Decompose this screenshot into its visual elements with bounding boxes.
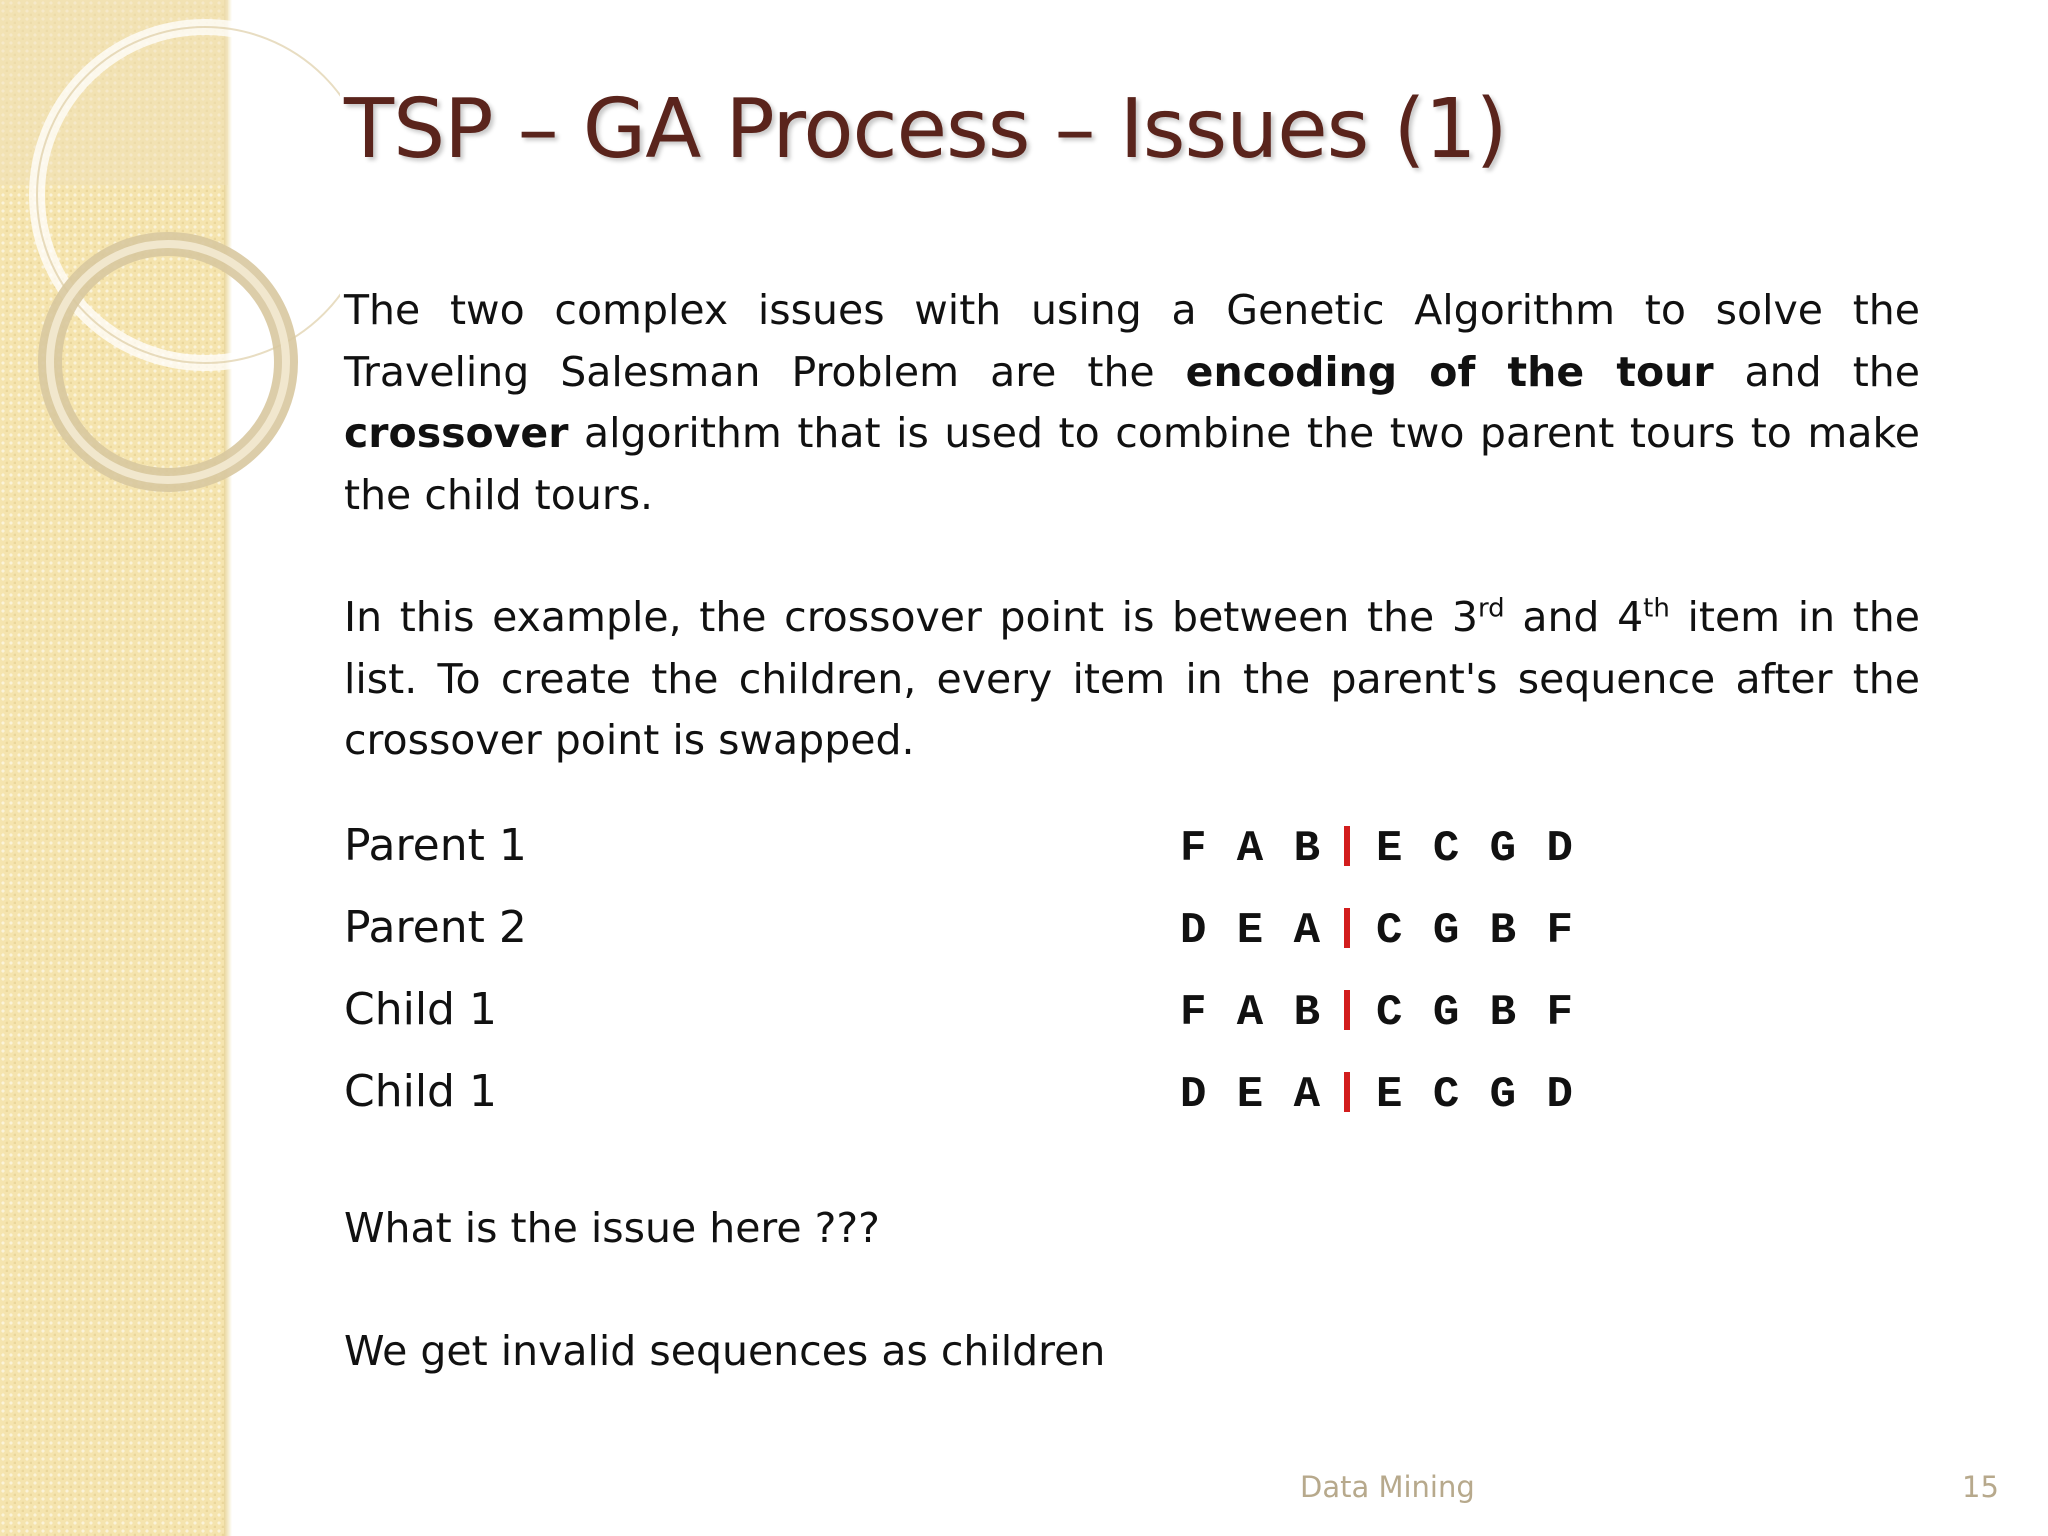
- question-text: What is the issue here ???: [344, 1204, 880, 1252]
- example-text-3: item in the list. To create the children, every item in the parent's sequence after the crossover point is swapped.: [344, 593, 1921, 764]
- example-text-2: and 4: [1504, 593, 1644, 641]
- crossover-divider: [1344, 990, 1350, 1030]
- sequence-genes: [1180, 988, 1575, 1038]
- intro-text-1: The two complex issues with using a Genetic Algorithm to solve the Traveling Salesman Problem are the: [344, 286, 1920, 396]
- example-text-1: In this example, the crossover point is between the 3: [344, 593, 1478, 641]
- crossover-divider: [1344, 1072, 1350, 1112]
- intro-bold-crossover: crossover: [344, 409, 569, 457]
- genes-after-crossover: E C G D: [1376, 1070, 1575, 1120]
- sequence-genes: [1180, 1070, 1575, 1120]
- footer-page-number: 15: [1962, 1470, 1999, 1504]
- footer-course-title: Data Mining: [1300, 1470, 1475, 1504]
- sequence-genes: [1180, 906, 1575, 956]
- sequence-row: [344, 902, 1744, 972]
- sequence-row-label: Parent 2: [344, 902, 527, 953]
- decorative-rings-icon: [0, 0, 340, 560]
- genes-before-crossover: F A B: [1180, 824, 1323, 874]
- intro-text-2: and the: [1713, 347, 1920, 396]
- answer-text: We get invalid sequences as children: [344, 1327, 1106, 1375]
- genes-before-crossover: D E A: [1180, 906, 1323, 956]
- intro-paragraph: [344, 280, 1920, 526]
- crossover-divider: [1344, 826, 1350, 866]
- sequence-row: [344, 1066, 1744, 1136]
- intro-text-3: algorithm that is used to combine the two parent tours to make the child tours.: [344, 409, 1920, 519]
- example-sup-rd: rd: [1477, 593, 1505, 624]
- sequence-row: [344, 820, 1744, 890]
- genes-after-crossover: C G B F: [1376, 988, 1575, 1038]
- genes-after-crossover: E C G D: [1376, 824, 1575, 874]
- sequence-genes: [1180, 824, 1575, 874]
- example-sup-th: th: [1643, 593, 1670, 624]
- slide-title: TSP – GA Process – Issues (1): [344, 82, 1507, 177]
- example-paragraph: [344, 587, 1920, 772]
- sequence-row: [344, 984, 1744, 1054]
- genes-before-crossover: D E A: [1180, 1070, 1323, 1120]
- genes-before-crossover: F A B: [1180, 988, 1323, 1038]
- genes-after-crossover: C G B F: [1376, 906, 1575, 956]
- sequence-row-label: Child 1: [344, 984, 497, 1035]
- sequence-row-label: Child 1: [344, 1066, 497, 1117]
- crossover-divider: [1344, 908, 1350, 948]
- sequence-row-label: Parent 1: [344, 820, 527, 871]
- intro-bold-encoding: encoding of the tour: [1185, 347, 1714, 396]
